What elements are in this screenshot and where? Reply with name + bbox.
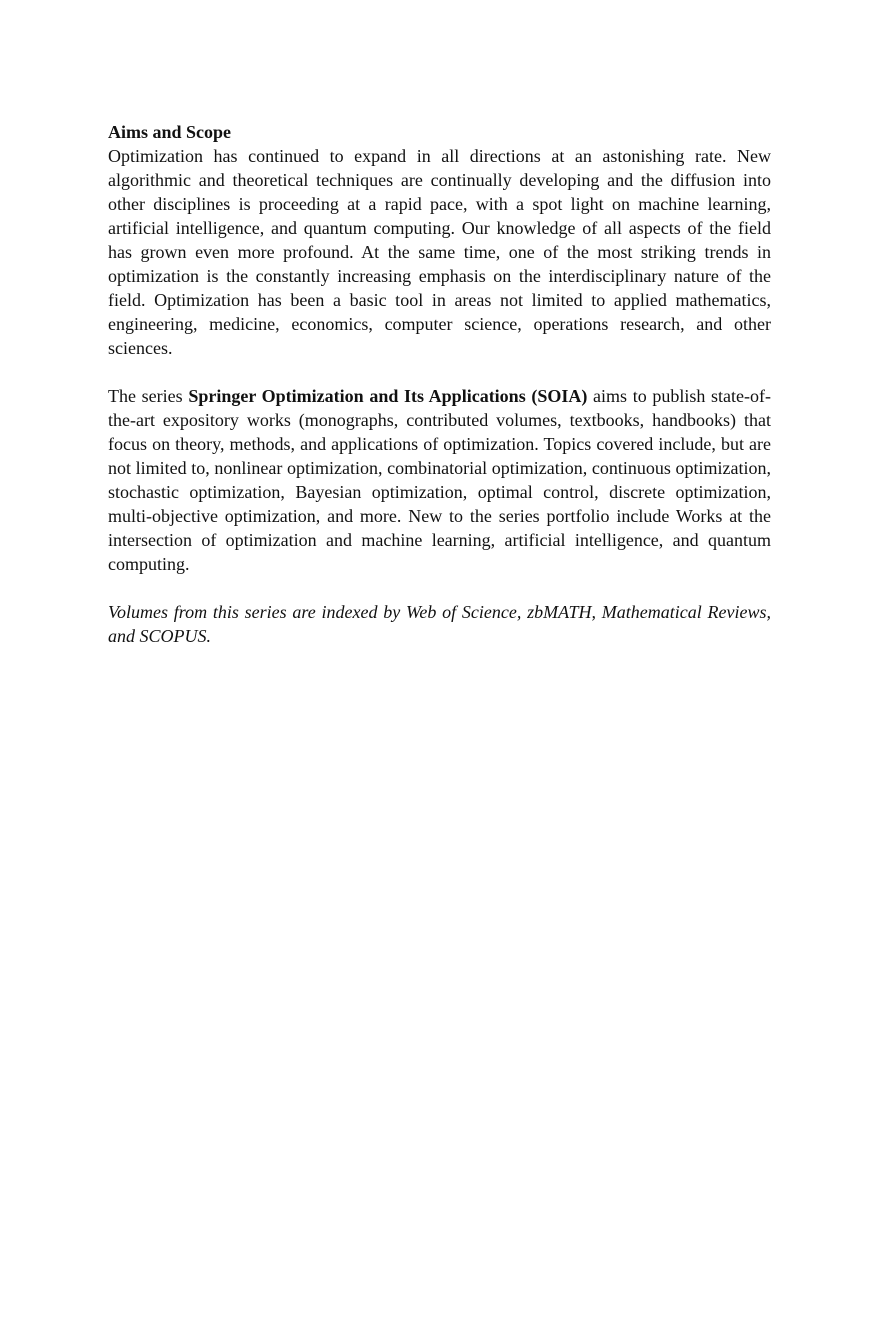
- series-intro: The series: [108, 386, 189, 406]
- series-name: Springer Optimization and Its Applications (SOIA): [188, 386, 588, 406]
- series-body: aims to publish state-of-the-art expository works (monographs, contributed volumes, textbooks, handbooks) that focus on theory, methods, and applications of optimization. Topics covered include, but are not limited to, nonlinear optimization, combinatorial optimization, continuous optimization, stochastic optimization, Bayesian optimization, optimal control, discrete optimization, multi-objective optimization, and more. New to the series portfolio include Works at the intersection of optimization and machine learning, artificial intelligence, and quantum computing.: [108, 386, 772, 574]
- series-paragraph: [108, 384, 771, 576]
- aims-heading: Aims and Scope: [108, 122, 232, 142]
- indexing-note: Volumes from this series are indexed by Web of Science, zbMATH, Mathematical Reviews, and SCOPUS.: [108, 602, 771, 646]
- aims-paragraph: Optimization has continued to expand in all directions at an astonishing rate. New algorithmic and theoretical techniques are continually developing and the diffusion into other disciplines is proceeding at a rapid pace, with a spot light on machine learning, artificial intelligence, and quantum computing. Our knowledge of all aspects of the field has grown even more profound. At the same time, one of the most striking trends in optimization is the constantly increasing emphasis on the interdisciplinary nature of the field. Optimization has been a basic tool in areas not limited to applied mathematics, engineering, medicine, economics, computer science, operations research, and other sciences.: [108, 146, 771, 358]
- document-page: [108, 120, 771, 648]
